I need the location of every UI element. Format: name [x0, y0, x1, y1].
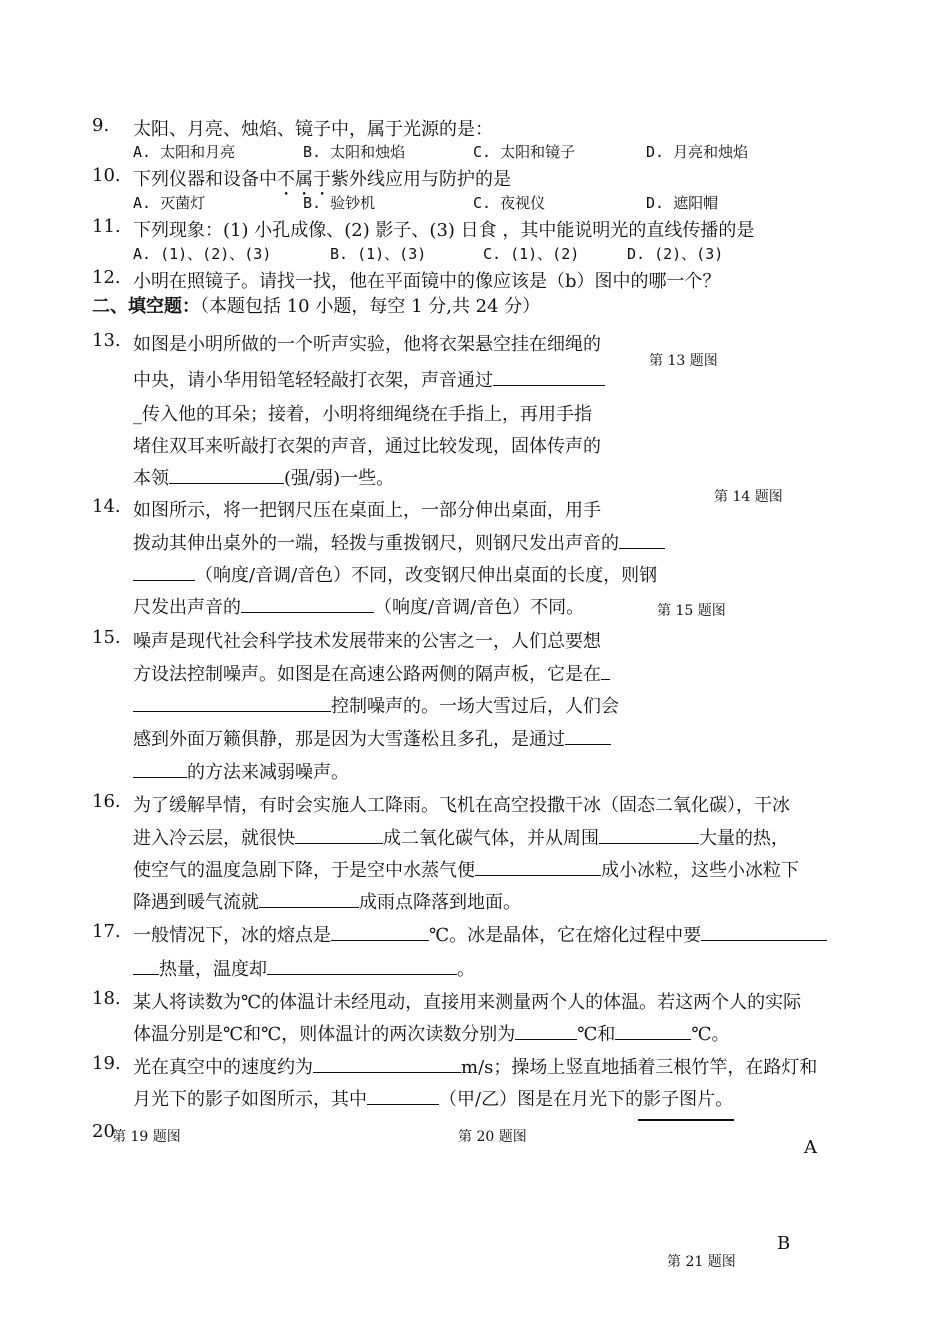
q19-line-1a: 光在真空中的速度约为: [133, 1057, 313, 1078]
q9-option-c: C. 太阳和镜子: [473, 143, 576, 161]
q16-line-2b: 成二氧化碳气体，并从周围: [383, 828, 599, 849]
q9-options: [133, 141, 833, 161]
q9-stem: 太阳、月亮、烛焰、镜子中，属于光源的是：: [133, 119, 493, 140]
q11-option-c: C. (1)、(2): [483, 245, 580, 263]
q13-blank-2[interactable]: [169, 465, 284, 484]
q11-option-a: A. (1)、(2)、(3): [133, 245, 272, 263]
q14-line-4b: （响度/音调/音色）不同。: [374, 597, 585, 618]
q19-line-2a: 月光下的影子如图所示，其中: [133, 1089, 367, 1110]
q17-line-2a: 热量，温度却: [159, 959, 267, 980]
q15-line-2-text: 方设法控制噪声。如图是在高速公路两侧的隔声板，它是在: [133, 664, 601, 685]
q10-option-b: B. 验钞机: [303, 194, 376, 212]
q16-line-2a: 进入冷云层，就很快: [133, 828, 295, 849]
q14-line-4: [133, 593, 584, 619]
q15-blank-2b[interactable]: [133, 759, 187, 778]
q17-line-1: [133, 921, 827, 947]
q15-line-1: 噪声是现代社会科学技术发展带来的公害之一，人们总要想: [133, 631, 601, 652]
q15-blank-1a[interactable]: [601, 661, 610, 680]
q19-number: 19.: [92, 1053, 121, 1074]
q17-number: 17.: [92, 921, 121, 942]
q14-number: 14.: [92, 496, 121, 517]
fig19-caption: 第 19 题图: [112, 1129, 181, 1145]
q18-line-2: [133, 1020, 730, 1046]
q13-line-5b: (强/弱)一些。: [284, 468, 395, 489]
q16-line-2: [133, 824, 789, 850]
q16-line-4a: 降遇到暖气流就: [133, 892, 259, 913]
q16-line-1: 为了缓解旱情，有时会实施人工降雨。飞机在高空投撒干冰（固态二氧化碳），干冰: [133, 795, 790, 816]
q18-number: 18.: [92, 988, 121, 1009]
q11-stem: 下列现象：(1) 小孔成像、(2) 影子、(3) 日食 ，其中能说明光的直线传播的是: [133, 220, 755, 241]
q17-blank-2b[interactable]: [133, 956, 159, 975]
q13-blank-1[interactable]: [493, 367, 605, 386]
q17-line-1b: ℃。冰是晶体，它在熔化过程中要: [429, 925, 702, 946]
q11-option-b: B. (1)、(3): [330, 245, 427, 263]
q13-line-4: 堵住双耳来听敲打衣架的声音，通过比较发现，固体传声的: [133, 436, 601, 457]
q9-option-b: B. 太阳和烛焰: [303, 143, 406, 161]
q16-blank-3[interactable]: [475, 857, 601, 876]
q16-line-3: [133, 856, 799, 882]
q19-line-2: [133, 1085, 733, 1111]
q16-number: 16.: [92, 791, 121, 812]
q13-line-5: [133, 464, 394, 490]
q19-blank-1[interactable]: [313, 1054, 461, 1073]
q14-line-4a: 尺发出声音的: [133, 597, 241, 618]
q10-number: 10.: [92, 165, 121, 186]
q11-number: 11.: [92, 216, 121, 237]
q16-line-3a: 使空气的温度急剧下降，于是空中水蒸气便: [133, 860, 475, 881]
q14-blank-1a[interactable]: [619, 530, 665, 549]
section-2-desc: （本题包括 10 小题，每空 1 分,共 24 分）: [200, 296, 541, 317]
q18-blank-1[interactable]: [515, 1021, 577, 1040]
fig21-top-line: [638, 1119, 734, 1121]
q10-option-d: D. 遮阳帽: [646, 194, 719, 212]
q14-line-3-text: （响度/音调/音色）不同，改变钢尺伸出桌面的长度，则钢: [195, 565, 658, 586]
q11-options: [133, 243, 833, 263]
q13-line-2-text: 中央，请小华用铅笔轻轻敲打衣架，声音通过: [133, 370, 493, 391]
q14-line-2-text: 拨动其伸出桌外的一端，轻拨与重拨钢尺，则钢尺发出声音的: [133, 533, 619, 554]
q13-line-3: _传入他的耳朵；接着，小明将细绳绕在手指上，再用手指: [133, 404, 592, 425]
q15-blank-2a[interactable]: [565, 726, 611, 745]
q16-blank-2[interactable]: [599, 825, 699, 844]
q19-line-1: [133, 1053, 817, 1079]
q14-line-3: [133, 561, 657, 587]
q15-line-5: [133, 758, 349, 784]
q15-line-5-text: 的方法来减弱噪声。: [187, 762, 349, 783]
q9-option-d: D. 月亮和烛焰: [646, 143, 749, 161]
q13-number: 13.: [92, 330, 121, 351]
q15-number: 15.: [92, 627, 121, 648]
fig14-caption: 第 14 题图: [714, 489, 783, 505]
q16-line-3b: 成小冰粒，这些小冰粒下: [601, 860, 799, 881]
fig15-caption: 第 15 题图: [657, 603, 726, 619]
q15-line-4: [133, 725, 611, 751]
q15-line-3: [133, 692, 619, 718]
q18-line-2c: ℃。: [691, 1024, 730, 1045]
q15-blank-1b[interactable]: [133, 693, 331, 712]
q17-line-1a: 一般情况下，冰的熔点是: [133, 925, 331, 946]
q12-stem: 小明在照镜子。请找一找，他在平面镜中的像应该是（b）图中的哪一个？: [133, 271, 721, 292]
q18-line-2a: 体温分别是℃和℃，则体温计的两次读数分别为: [133, 1024, 516, 1045]
q18-blank-2[interactable]: [615, 1021, 691, 1040]
fig21-caption: 第 21 题图: [667, 1254, 736, 1270]
q17-blank-2a[interactable]: [701, 922, 827, 941]
q17-line-2b: 。: [457, 959, 475, 980]
q12-number: 12.: [92, 267, 121, 288]
q14-blank-1b[interactable]: [133, 562, 195, 581]
q17-blank-1[interactable]: [331, 922, 429, 941]
q13-line-5a: 本领: [133, 468, 169, 489]
q13-line-1: 如图是小明所做的一个听声实验，他将衣架悬空挂在细绳的: [133, 334, 601, 355]
q11-option-d: D. (2)、(3): [627, 245, 724, 263]
q19-line-1b: m/s；操场上竖直地插着三根竹竿，在路灯和: [461, 1057, 818, 1078]
section-2-header: [92, 292, 540, 318]
q18-line-1: 某人将读数为℃的体温计未经甩动，直接用来测量两个人的体温。若这两个人的实际: [133, 992, 802, 1013]
q10-options: [133, 192, 833, 212]
q15-line-2: [133, 660, 610, 686]
q16-blank-4[interactable]: [259, 889, 359, 908]
fig13-caption: 第 13 题图: [649, 353, 718, 369]
q9-option-a: A. 太阳和月亮: [133, 143, 236, 161]
q9-number: 9.: [92, 115, 110, 136]
q16-line-2c: 大量的热，: [699, 828, 789, 849]
q17-line-2: [133, 955, 475, 981]
q18-line-2b: ℃和: [577, 1024, 616, 1045]
section-2-title: 二、填空题：: [92, 296, 200, 317]
q10-stem-c: 紫外线应用与防护的是: [331, 169, 511, 190]
q16-blank-1[interactable]: [295, 825, 383, 844]
q20-number: 20: [92, 1121, 115, 1142]
q10-stem-a: 下列仪器和设备中: [133, 169, 277, 190]
q16-line-4b: 成雨点降落到地面。: [359, 892, 521, 913]
q15-line-4-text: 感到外面万籁俱静，那是因为大雪蓬松且多孔，是通过: [133, 729, 565, 750]
q10-option-a: A. 灭菌灯: [133, 194, 206, 212]
fig20-caption: 第 20 题图: [458, 1129, 527, 1145]
q19-blank-2[interactable]: [367, 1086, 439, 1105]
q14-line-2: [133, 529, 665, 555]
q15-line-3-text: 控制噪声的。一场大雪过后，人们会: [331, 696, 619, 717]
q13-line-2: [133, 366, 605, 392]
q14-line-1: 如图所示，将一把钢尺压在桌面上，一部分伸出桌面，用手: [133, 500, 601, 521]
q16-line-4: [133, 888, 521, 914]
q19-line-2b: （甲/乙）图是在月光下的影子图片。: [439, 1089, 734, 1110]
q10-option-c: C. 夜视仪: [473, 194, 546, 212]
q14-blank-2[interactable]: [241, 594, 374, 613]
fig21-label-a: A: [804, 1137, 817, 1158]
fig21-label-b: B: [777, 1233, 791, 1254]
q17-blank-3[interactable]: [267, 956, 457, 975]
q10-emphasis: 不属于: [277, 169, 331, 190]
